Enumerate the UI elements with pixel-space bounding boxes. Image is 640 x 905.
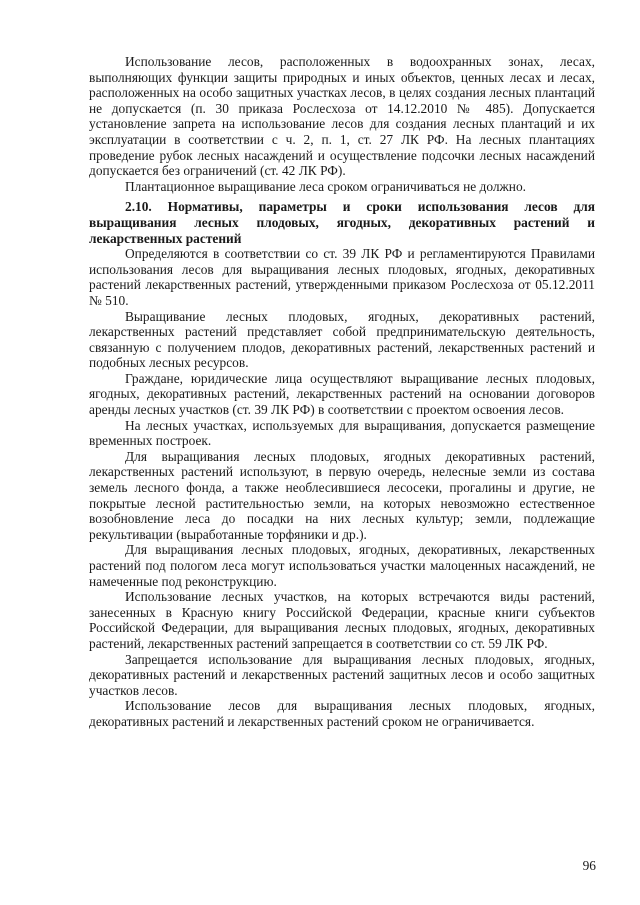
paragraph: Запрещается использование для выращивания лесных плодовых, ягодных, декоративных растений и лекарственных растений защитных лесов и особо защитных участков лесов. bbox=[89, 651, 595, 698]
paragraph: Для выращивания лесных плодовых, ягодных, декоративных, лекарственных растений под пологом леса могут использоваться участки малоценных насаждений, не намеченные под реконструкцию. bbox=[89, 542, 595, 589]
paragraph: Определяются в соответствии со ст. 39 ЛК РФ и регламентируются Правилами использования лесов для выращивания лесных плодовых, ягодных, декоративных растений лекарственных растений, утвержденными приказом Рослесхоза от 05.12.2011 № 510. bbox=[89, 246, 595, 308]
paragraph: Для выращивания лесных плодовых, ягодных декоративных растений, лекарственных растений используют, в первую очередь, нелесные земли из состава земель лесного фонда, а также необлесившиеся лесосеки, прогалины и другие, не покрытые лесной растительностью земли, на которых невозможно естественное возобновление леса до посадки на них лесных культур; земли, подлежащие рекультивации (выработанные торфяники и др.). bbox=[89, 448, 595, 542]
paragraph: Использование лесов для выращивания лесных плодовых, ягодных, декоративных растений и лекарственных растений сроком не ограничивается. bbox=[89, 698, 595, 729]
page-number: 96 bbox=[582, 858, 596, 873]
section-heading: 2.10. Нормативы, параметры и сроки использования лесов для выращивания лесных плодовых, ягодных, декоративных растений и лекарственных растений bbox=[89, 199, 595, 246]
paragraph: Плантационное выращивание леса сроком ограничиваться не должно. bbox=[125, 178, 526, 194]
document-page bbox=[89, 54, 595, 730]
paragraph: Граждане, юридические лица осуществляют выращивание лесных плодовых, ягодных, декоративных растений, лекарственных растений на основании договоров аренды лесных участков (ст. 39 ЛК РФ) в соответствии с проектом освоения лесов. bbox=[89, 370, 595, 418]
paragraph: На лесных участках, используемых для выращивания, допускается размещение временных построек. bbox=[89, 417, 595, 449]
paragraph: Использование лесных участков, на которых встречаются виды растений, занесенных в Красную книгу Российской Федерации, красные книги субъектов Российской Федерации, для выращивания лесных плодовых, ягодных, декоративных растений, лекарственных растений запрещается в соответствии со ст. 59 ЛК РФ. bbox=[89, 589, 595, 651]
paragraph: Использование лесов, расположенных в водоохранных зонах, лесах, выполняющих функции защиты природных и иных объектов, ценных лесах и лесах, расположенных на особо защитных участках лесов, в целях создания лесных плантаций не допускается (п. 30 приказа Рослесхоза от 14.12.2010 № 485). Допускается установление запрета на использование лесов для создания лесных плантаций и их эксплуатации в соответствии с ч. 2, п. 1, ст. 27 ЛК РФ. На лесных плантациях проведение рубок лесных насаждений и осуществление подсочки лесных насаждений допускается без ограничений (ст. 42 ЛК РФ). bbox=[89, 54, 595, 179]
paragraph: Выращивание лесных плодовых, ягодных, декоративных растений, лекарственных растений представляет собой предпринимательскую деятельность, связанную с получением плодов, декоративных растений, лекарственных растений и подобных лесных ресурсов. bbox=[89, 308, 595, 371]
